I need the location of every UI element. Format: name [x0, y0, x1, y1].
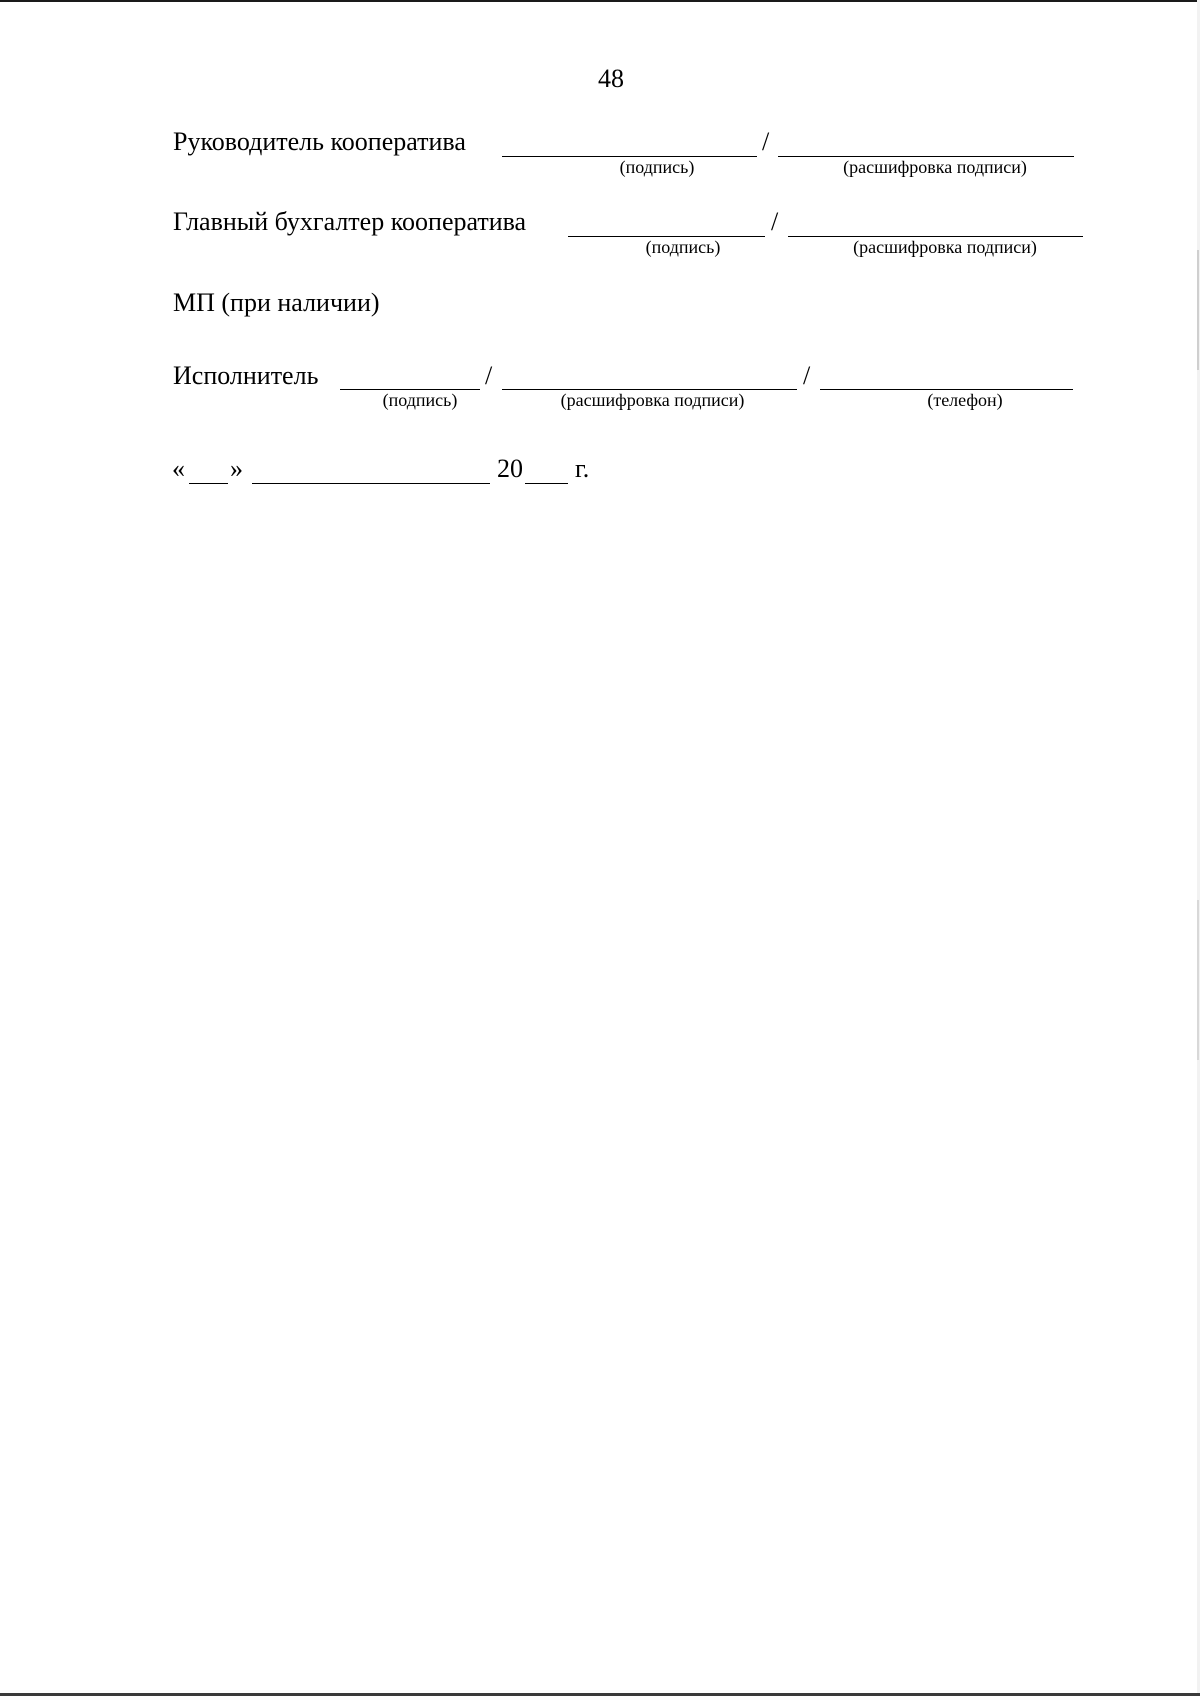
scan-edge-mark [1197, 900, 1199, 1060]
accountant-slash: / [771, 207, 779, 236]
scan-edge-top [0, 0, 1200, 2]
executor-label: Исполнитель [173, 361, 319, 390]
executor-slash-2: / [803, 361, 811, 390]
date-year-line[interactable] [525, 483, 568, 484]
head-signature-caption: (подпись) [619, 157, 695, 177]
executor-phone-caption: (телефон) [927, 390, 1003, 410]
date-close-quote: » [230, 454, 243, 483]
date-year-suffix: г. [575, 454, 590, 483]
executor-signature-caption: (подпись) [382, 390, 458, 410]
stamp-label: МП (при наличии) [173, 288, 380, 317]
accountant-signature-caption: (подпись) [645, 237, 721, 257]
scan-edge-mark [1197, 250, 1199, 370]
page-number: 48 [598, 64, 624, 93]
head-label: Руководитель кооператива [173, 127, 466, 156]
head-transcript-caption: (расшифровка подписи) [843, 157, 1027, 177]
date-open-quote: « [172, 454, 185, 483]
date-day-line[interactable] [189, 483, 228, 484]
executor-transcript-caption: (расшифровка подписи) [560, 390, 745, 410]
head-slash: / [762, 127, 770, 156]
accountant-label: Главный бухгалтер кооператива [173, 207, 527, 236]
accountant-transcript-caption: (расшифровка подписи) [853, 237, 1037, 257]
executor-slash-1: / [485, 361, 493, 390]
date-month-line[interactable] [252, 483, 490, 484]
date-year-prefix: 20 [497, 454, 523, 483]
